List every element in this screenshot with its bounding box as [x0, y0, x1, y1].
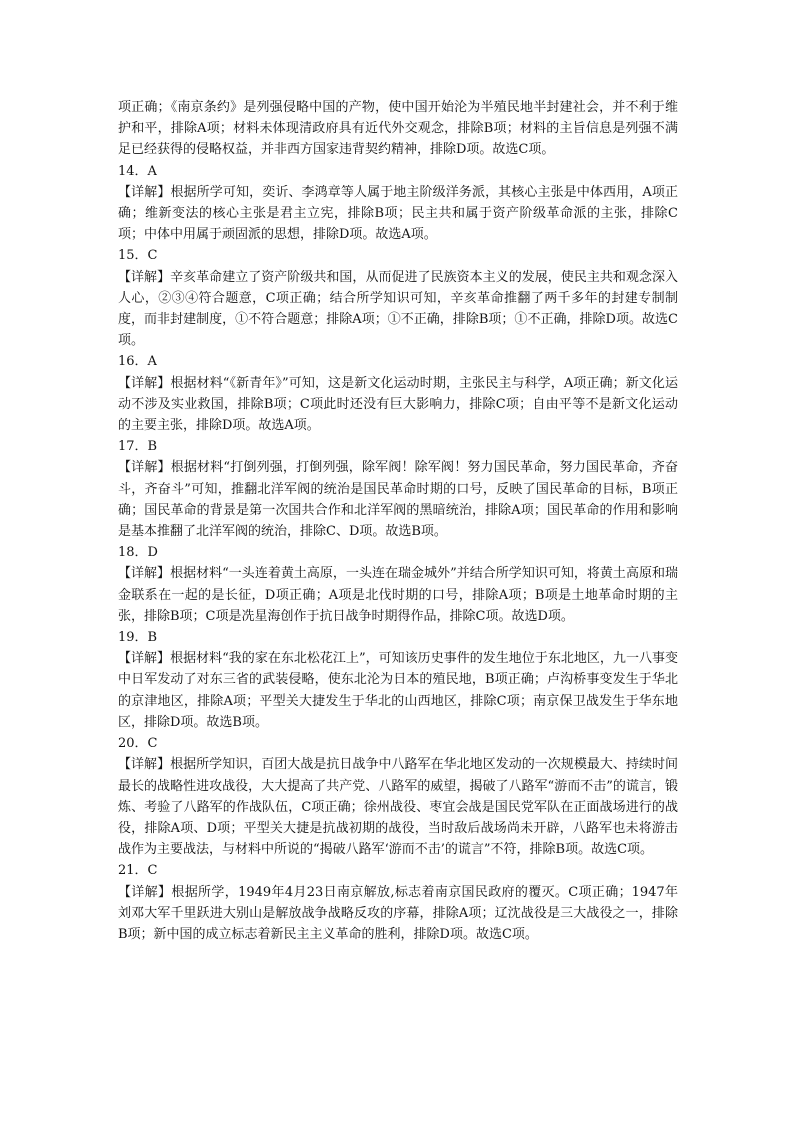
question-number: 14．A [118, 163, 157, 179]
explanation-text: 【详解】根据所学知识，百团大战是抗日战争中八路军在华北地区发动的一次规模最大、持续时间最长的战略性进攻战役，大大提高了共产党、八路军的威望，揭破了八路军“游而不击”的谎言，锻炼、考验了八路军的作战队伍，C项正确；徐州战役、枣宜会战是国民党军队在正面战场进行的战役，排除A项、D项；平型关大捷是抗战初期的战役，当时敌后战场尚未开辟，八路军也未将游击战作为主要战法，与材料中所说的“揭破八路军‘游而不击’的谎言”不符，排除B项。故选C项。 [118, 757, 678, 858]
answer-item-17 [118, 436, 678, 542]
question-number: 18．D [118, 545, 158, 561]
answer-item-15 [118, 245, 678, 351]
explanation-text: 【详解】根据材料“《新青年》”可知，这是新文化运动时期，主张民主与科学，A项正确；新文化运动不涉及实业救国，排除B项；C项此时还没有巨大影响力，排除C项；自由平等不是新文化运动的主要主张，排除D项。故选A项。 [118, 375, 678, 434]
explanation-text: 【详解】辛亥革命建立了资产阶级共和国，从而促进了民族资本主义的发展，使民主共和观念深入人心，②③④符合题意，C项正确；结合所学知识可知，辛亥革命推翻了两千多年的封建专制制度，而非封建制度，①不符合题意；排除A项；①不正确，排除B项；①不正确，排除D项。故选C项。 [118, 269, 678, 349]
explanation-text: 【详解】根据材料“我的家在东北松花江上”，可知该历史事件的发生地位于东北地区，九一八事变中日军发动了对东三省的武装侵略，使东北沦为日本的殖民地，B项正确；卢沟桥事变发生于华北的京津地区，排除A项；平型关大捷发生于华北的山西地区，排除C项；南京保卫战发生于华东地区，排除D项。故选B项。 [118, 651, 678, 730]
explanation-text: 项正确；《南京条约》是列强侵略中国的产物，使中国开始沦为半殖民地半封建社会，并不利于维护和平，排除A项；材料未体现清政府具有近代外交观念，排除B项；材料的主旨信息是列强不满足已经获得的侵略权益，并非西方国家违背契约精神，排除D项。故选C项。 [118, 100, 678, 158]
answer-item-14 [118, 161, 678, 246]
question-number: 17．B [118, 439, 158, 455]
answer-item-20 [118, 733, 678, 860]
question-number: 20．C [118, 736, 158, 752]
question-number: 16．A [118, 354, 157, 370]
question-number: 21．C [118, 863, 158, 879]
explanation-text: 【详解】根据材料“打倒列强，打倒列强，除军阀！除军阀！努力国民革命，努力国民革命，齐奋斗，齐奋斗”可知，推翻北洋军阀的统治是国民革命时期的口号，反映了国民革命的目标，B项正确；国民革命的背景是第一次国共合作和北洋军阀的黑暗统治，排除A项；国民革命的作用和影响是基本推翻了北洋军阀的统治，排除C、D项。故选B项。 [118, 460, 678, 540]
question-number: 19．B [118, 630, 158, 646]
answer-item-16 [118, 351, 678, 436]
answer-item-21 [118, 860, 678, 945]
explanation-text: 【详解】根据所学可知，奕䜣、李鸿章等人属于地主阶级洋务派，其核心主张是中体西用，A项正确；维新变法的核心主张是君主立宪，排除B项；民主共和属于资产阶级革命派的主张，排除C项；中体中用属于顽固派的思想，排除D项。故选A项。 [118, 184, 678, 243]
question-number: 15．C [118, 248, 158, 264]
explanation-text: 【详解】根据材料“一头连着黄土高原，一头连在瑞金城外”并结合所学知识可知，将黄土高原和瑞金联系在一起的是长征，D项正确；A项是北伐时期的口号，排除A项；B项是土地革命时期的主张，排除B项；C项是冼星海创作于抗日战争时期得作品，排除C项。故选D项。 [118, 566, 678, 624]
answer-explanations [118, 97, 678, 945]
answer-item-19 [118, 627, 678, 733]
answer-item-18 [118, 542, 678, 627]
answer-item-13-continued [118, 97, 678, 161]
explanation-text: 【详解】根据所学，1949年4月23日南京解放,标志着南京国民政府的覆灭。C项正确；1947年刘邓大军千里跃进大别山是解放战争战略反攻的序幕，排除A项；辽沈战役是三大战役之一，排除B项；新中国的成立标志着新民主主义革命的胜利，排除D项。故选C项。 [118, 884, 678, 942]
